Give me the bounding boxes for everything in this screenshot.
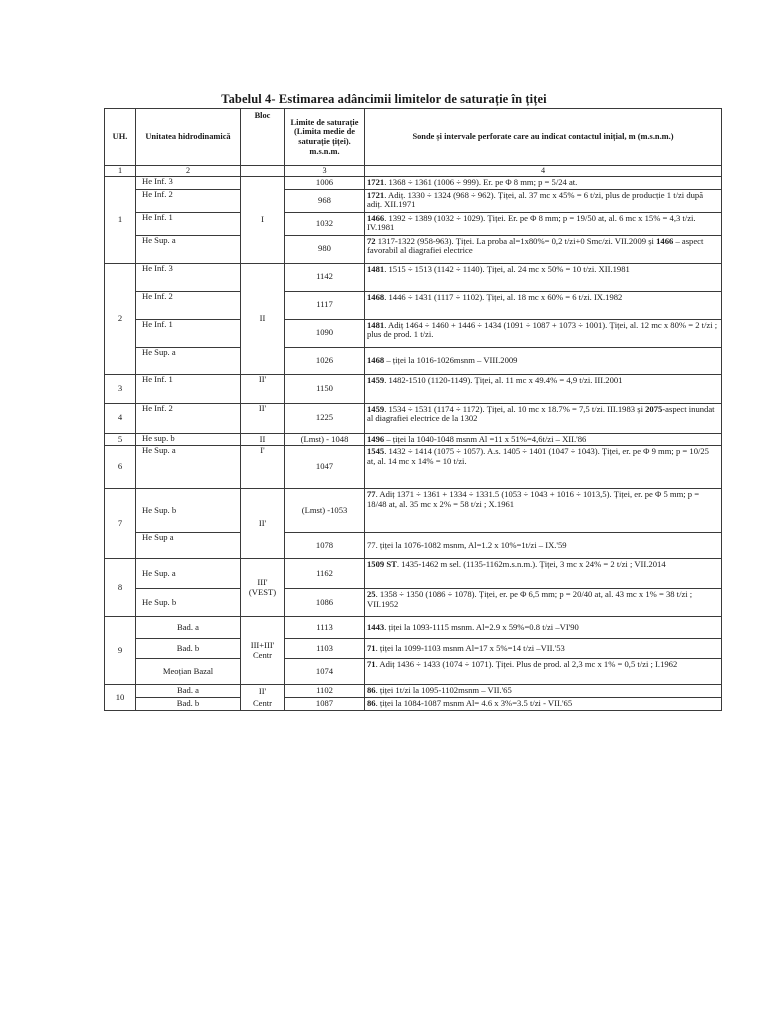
table-row [105,685,722,698]
col-number: 1 [105,166,136,177]
cell-unit: He Sup. a [136,347,241,374]
cell-unit: Bad. a [136,617,241,639]
cell-unit: He Sup a [136,533,241,559]
cell-limit: 1078 [285,533,365,559]
header-uh: UH. [105,109,136,166]
column-number-row [105,166,722,177]
cell-limit: 1162 [285,559,365,589]
cell-unit: He Inf. 2 [136,189,241,212]
cell-limit: 1087 [285,697,365,710]
cell-unit: He Inf. 1 [136,319,241,347]
cell-limit: 1113 [285,617,365,639]
cell-unit: He Inf. 3 [136,177,241,190]
cell-unit: He Sup. b [136,489,241,533]
cell-wells: 1459. 1482-1510 (1120-1149). Țiței, al. 11 mc x 49.4% = 4,9 t/zi. III.2001 [365,374,722,403]
cell-unit: He Sup. a [136,446,241,489]
table-row [105,559,722,589]
cell-wells: 71. țiței la 1099-1103 msnm Al=17 x 5%=14 t/zi –VII.'53 [365,639,722,659]
cell-wells: 1466. 1392 ÷ 1389 (1032 ÷ 1029). Țiței. Er. pe Φ 8 mm; p = 19/50 at, al. 6 mc x 15% = 4,3 t/zi. IV.1981 [365,212,722,235]
table-row [105,235,722,263]
cell-limit: (Lmst) -1053 [285,489,365,533]
header-bloc: Bloc [241,109,285,166]
cell-wells: 1468. 1446 ÷ 1431 (1117 ÷ 1102). Țiței, al. 18 mc x 60% = 6 t/zi. IX.1982 [365,291,722,319]
cell-wells: 1721. 1368 ÷ 1361 (1006 ÷ 999). Er. pe Φ 8 mm; p = 5/24 at. [365,177,722,190]
table-row [105,189,722,212]
cell-wells: 1481. 1515 ÷ 1513 (1142 ÷ 1140). Țiței, al. 24 mc x 50% = 10 t/zi. XII.1981 [365,263,722,291]
table-row [105,489,722,533]
cell-wells: 86. țiței la 1084-1087 msnm Al= 4.6 x 3%=3.5 t/zi - VII.'65 [365,697,722,710]
table-row [105,433,722,446]
cell-uh: 3 [105,374,136,403]
cell-limit: 1117 [285,291,365,319]
cell-unit: He Sup. a [136,559,241,589]
cell-wells: 1509 ST. 1435-1462 m sel. (1135-1162m.s.n.m.). Țiței, 3 mc x 24% = 2 t/zi ; VII.2014 [365,559,722,589]
cell-limit: 1006 [285,177,365,190]
cell-unit: He Sup. a [136,235,241,263]
cell-limit: 1150 [285,374,365,403]
cell-bloc: I [241,177,285,264]
cell-wells: 25. 1358 ÷ 1350 (1086 ÷ 1078). Țiței, er. pe Φ 6,5 mm; p = 20/40 at, al. 43 mc x 1% = 38 t/zi ; VII.1952 [365,589,722,617]
cell-unit: He Inf. 1 [136,212,241,235]
table-row [105,319,722,347]
cell-limit: 1103 [285,639,365,659]
cell-unit: He Inf. 1 [136,374,241,403]
cell-limit: 1102 [285,685,365,698]
cell-bloc: II [241,263,285,374]
table-row [105,697,722,710]
cell-unit: He Inf. 3 [136,263,241,291]
cell-uh: 1 [105,177,136,264]
cell-unit: He sup. b [136,433,241,446]
cell-bloc: III+III' Centr [241,617,285,685]
cell-limit: 968 [285,189,365,212]
cell-limit: (Lmst) - 1048 [285,433,365,446]
cell-bloc: Centr [241,697,285,710]
cell-unit: Bad. b [136,639,241,659]
table-row [105,177,722,190]
table-row [105,347,722,374]
cell-wells: 1468 – țiței la 1016-1026msnm – VIII.2009 [365,347,722,374]
cell-uh: 6 [105,446,136,489]
saturation-limits-table [104,108,722,711]
cell-wells: 1545. 1432 ÷ 1414 (1075 ÷ 1057). A.s. 1405 ÷ 1401 (1047 ÷ 1043). Țiței, er. pe Φ 9 mm; p = 10/25 at, al. 14 mc x 14% = 10 t/zi. [365,446,722,489]
col-number: 3 [285,166,365,177]
cell-unit: He Inf. 2 [136,403,241,433]
cell-wells: 1443. țiței la 1093-1115 msnm. Al=2.9 x 59%=0.8 t/zi –VI'90 [365,617,722,639]
col-number [241,166,285,177]
cell-uh: 2 [105,263,136,374]
table-row [105,291,722,319]
cell-wells: 71. Adiț 1436 ÷ 1433 (1074 ÷ 1071). Țiței. Plus de prod. al 2,3 mc x 1% = 0,5 t/zi ; I.1962 [365,659,722,685]
cell-limit: 980 [285,235,365,263]
cell-limit: 1047 [285,446,365,489]
cell-unit: Meoțian Bazal [136,659,241,685]
cell-bloc: II' [241,403,285,433]
cell-limit: 1026 [285,347,365,374]
cell-unit: Bad. a [136,685,241,698]
table-row [105,374,722,403]
table-row [105,403,722,433]
cell-wells: 1496 – țiței la 1040-1048 msnm Al =11 x 51%=4,6t/zi – XII.'86 [365,433,722,446]
header-limit: Limite de saturație (Limita medie de saturație țiței). m.s.n.m. [285,109,365,166]
cell-wells: 1459. 1534 ÷ 1531 (1174 ÷ 1172). Țiței, al. 10 mc x 18.7% = 7,5 t/zi. III.1983 și 2075-aspect inundat al diagrafiei electrice de la 1302 [365,403,722,433]
cell-wells: 1481. Adiț 1464 ÷ 1460 + 1446 ÷ 1434 (1091 ÷ 1087 + 1073 ÷ 1001). Țiței, al. 12 mc x 80% = 2 t/zi ; plus de prod. 1 t/zi. [365,319,722,347]
table-row [105,617,722,639]
table-row [105,533,722,559]
table-title: Tabelul 4- Estimarea adâncimii limitelor de saturație în țiței [221,92,547,106]
cell-wells: 86. țiței 1t/zi la 1095-1102msnm – VII.'65 [365,685,722,698]
table-row [105,263,722,291]
header-row [105,109,722,166]
cell-uh: 10 [105,685,136,710]
cell-uh: 4 [105,403,136,433]
cell-wells: 77. țiței la 1076-1082 msnm, Al=1.2 x 10%=1t/zi – IX.'59 [365,533,722,559]
cell-limit: 1142 [285,263,365,291]
cell-limit: 1090 [285,319,365,347]
table-row [105,212,722,235]
cell-wells: 1721. Adiț. 1330 ÷ 1324 (968 ÷ 962). Țiței, al. 37 mc x 45% = 6 t/zi, plus de producție 1 t/zi după adiț. XII.1971 [365,189,722,212]
cell-uh: 9 [105,617,136,685]
col-number: 4 [365,166,722,177]
table-row [105,446,722,489]
cell-limit: 1032 [285,212,365,235]
cell-unit: He Inf. 2 [136,291,241,319]
table-row [105,589,722,617]
cell-uh: 8 [105,559,136,617]
table-row [105,639,722,659]
cell-unit: He Sup. b [136,589,241,617]
cell-limit: 1086 [285,589,365,617]
table-row [105,659,722,685]
cell-wells: 72 1317-1322 (958-963). Țiței. La proba al=1x80%= 0,2 t/zi+0 Smc/zi. VII.2009 și 1466 – aspect favorabil al diagrafiei electrice [365,235,722,263]
cell-limit: 1074 [285,659,365,685]
cell-bloc: II' [241,374,285,403]
header-wells: Sonde și intervale perforate care au indicat contactul inițial, m (m.s.n.m.) [365,109,722,166]
cell-bloc: I' [241,446,285,489]
header-unit: Unitatea hidrodinamică [136,109,241,166]
cell-limit: 1225 [285,403,365,433]
cell-unit: Bad. b [136,697,241,710]
cell-bloc: III' (VEST) [241,559,285,617]
cell-uh: 7 [105,489,136,559]
cell-wells: 77. Adiț 1371 ÷ 1361 + 1334 ÷ 1331.5 (1053 ÷ 1043 + 1016 ÷ 1013,5). Țiței, er. pe Φ 5 mm; p = 18/48 at, al. 35 mc x 2% = 58 t/zi ; X.1961 [365,489,722,533]
cell-bloc: II [241,433,285,446]
col-number: 2 [136,166,241,177]
cell-uh: 5 [105,433,136,446]
cell-bloc: II' [241,685,285,698]
cell-bloc: II' [241,489,285,559]
